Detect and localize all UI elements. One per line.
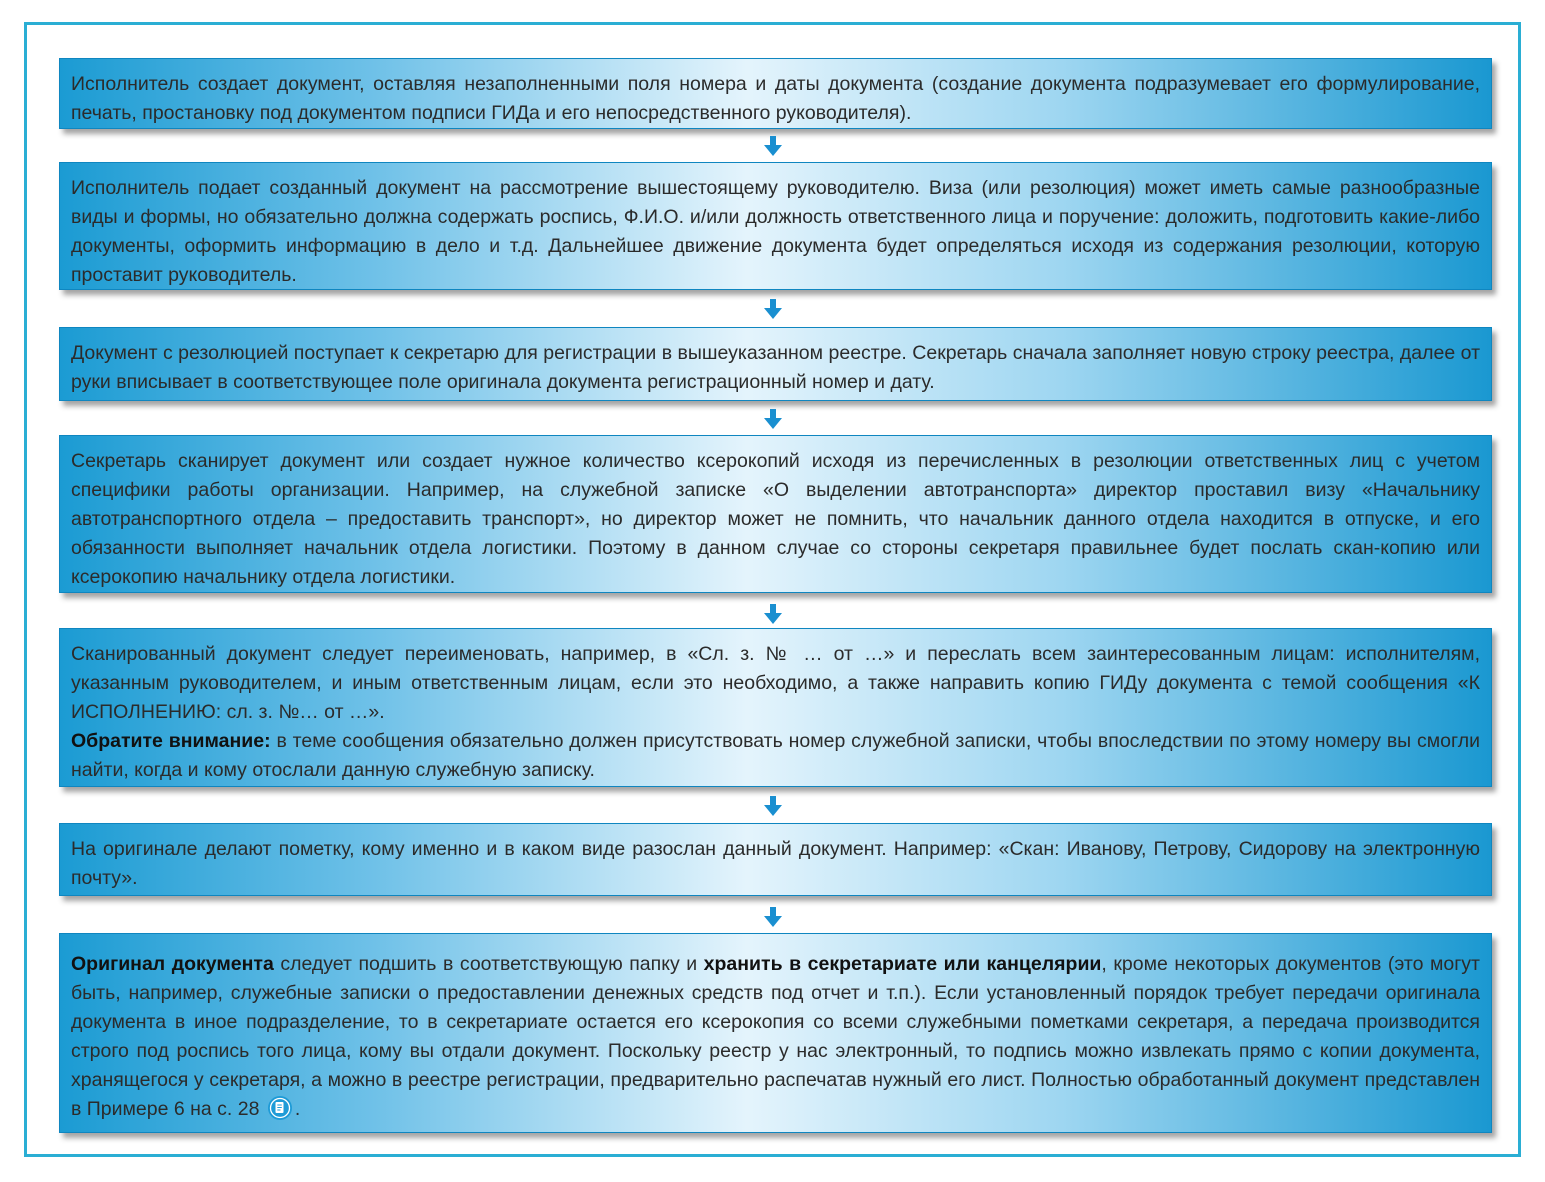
note-text: в теме сообщения обязательно должен присутствовать номер служебной записки, чтобы впоследствии по этому номеру вы смогли найти, когда и кому отослали данную служебную записку. (71, 730, 1480, 781)
step-3-text: Документ с резолюцией поступает к секретарю для регистрации в вышеуказанном реестре. Секретарь сначала заполняет новую строку реестра, далее от руки вписывает в соответствующее поле оригинала документа регистрационный номер и дату. (71, 342, 1480, 393)
step-6-text: На оригинале делают пометку, кому именно и в каком виде разослан данный документ. Например: «Скан: Иванову, Петрову, Сидорову на электронную почту». (71, 838, 1480, 889)
down-arrow-icon (763, 135, 783, 157)
document-reference-icon[interactable] (267, 1095, 293, 1121)
flowchart-frame (24, 22, 1521, 1157)
step-7-bold-2: хранить в секретариате или канцелярии (703, 953, 1102, 975)
step-1-text: Исполнитель создает документ, оставляя незаполненными поля номера и даты документа (создание документа подразумевает его формулирование, печать, простановку под документом подписи ГИДа и его непосредственного руководителя). (71, 73, 1480, 124)
step-4-text: Секретарь сканирует документ или создает нужное количество ксерокопий исходя из перечисленных в резолюции ответственных лиц с учетом специфики работы организации. Например, на служебной записке «О выделении автотранспорта» директор проставил визу «Начальнику автотранспортного отдела – предоставить транспорт», но директор может не помнить, что начальник данного отдела находится в отпуске, и его обязанности выполняет начальник отдела логистики. Поэтому в данном случае со стороны секретаря правильнее будет послать скан-копию или ксерокопию начальнику отдела логистики. (71, 450, 1480, 588)
down-arrow-icon (763, 298, 783, 320)
step-5-note (71, 727, 1480, 785)
flow-step-6 (59, 823, 1492, 896)
flow-step-3 (59, 327, 1492, 401)
down-arrow-icon (763, 795, 783, 817)
flow-step-1 (59, 58, 1492, 129)
flow-step-2 (59, 162, 1492, 290)
down-arrow-icon (763, 408, 783, 430)
note-label: Обратите внимание: (71, 730, 271, 752)
step-2-text: Исполнитель подает созданный документ на рассмотрение вышестоящему руководителю. Виза (или резолюция) может иметь самые разнообразные виды и формы, но обязательно должна содержать роспись, Ф.И.О. и/или должность ответственного лица и поручение: доложить, подготовить какие-либо документы, оформить информацию в дело и т.д. Дальнейшее движение документа будет определяться исходя из содержания резолюции, которую проставит руководитель. (71, 177, 1480, 286)
step-5-text: Сканированный документ следует переименовать, например, в «Сл. з. № … от …» и переслать всем заинтересованным лицам: исполнителям, указанным руководителем, и иным ответственным лицам, если это необходимо, а также направить копию ГИДу документа с темой сообщения «К ИСПОЛНЕНИЮ: сл. з. №… от …». (71, 643, 1480, 723)
step-7-bold-1: Оригинал документа (71, 953, 274, 975)
flow-step-5 (59, 628, 1492, 787)
down-arrow-icon (763, 906, 783, 928)
flow-step-7 (59, 933, 1492, 1133)
step-7-text: Оригинал документа следует подшить в соответствующую папку и хранить в секретариате или канцелярии, кроме некоторых документов (это могут быть, например, служебные записки о предоставлении денежных средств под отчет и т.п.). Если установленный порядок требует передачи оригинала документа в иное подразделение, то в секретариате остается его ксерокопия со всеми служебными пометками секретаря, а передача производится строго под роспись того лица, кому вы отдали документ. Поскольку реестр у нас электронный, то подпись можно извлекать прямо с копии документа, хранящегося у секретаря, а можно в реестре регистрации, предварительно распечатав нужный его лист. Полностью обработанный документ представлен в Примере 6 на с. 28 . (71, 953, 1480, 1120)
down-arrow-icon (763, 603, 783, 625)
flow-step-4 (59, 435, 1492, 593)
